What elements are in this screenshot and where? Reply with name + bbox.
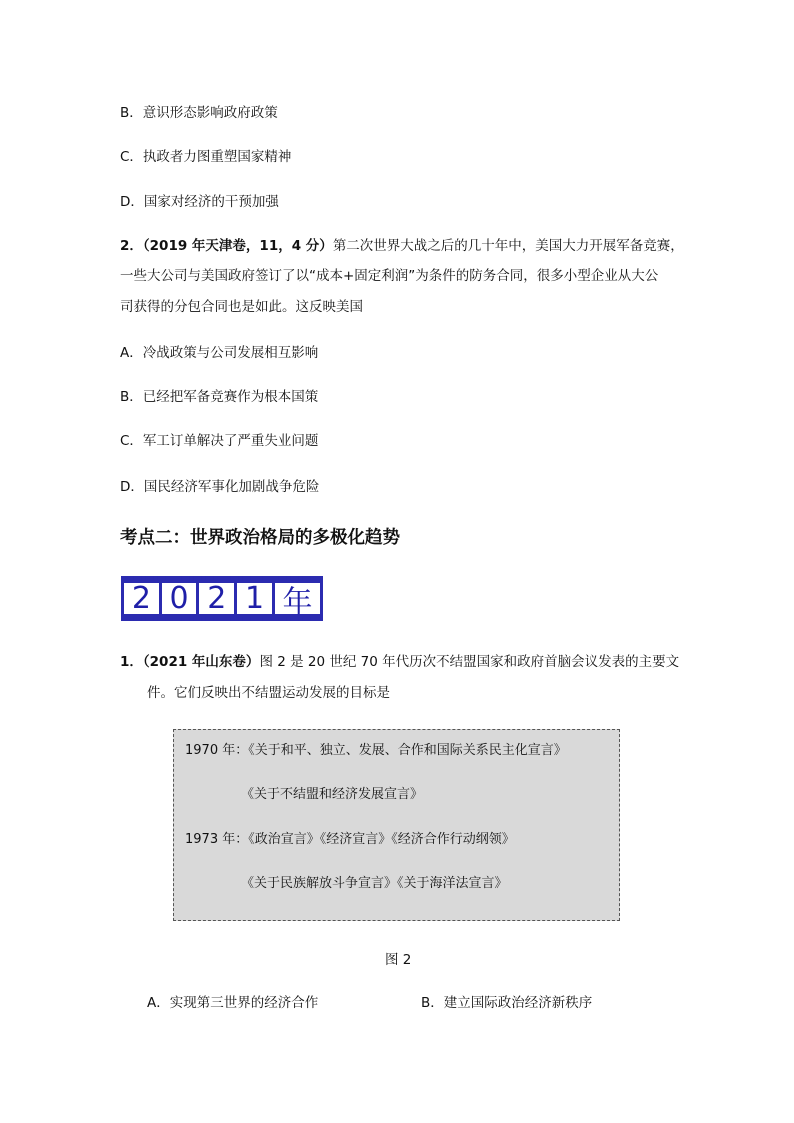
year-digit: 1 [237, 583, 272, 614]
question-1-text: 图 2 是 20 世纪 70 年代历次不结盟国家和政府首脑会议发表的主要文 [259, 654, 680, 670]
option-c-prev: C．执政者力图重塑国家精神 [120, 149, 292, 165]
question-2-number: 2． [120, 238, 143, 254]
question-2-text: 第二次世界大战之后的几十年中，美国大力开展军备竞赛， [332, 238, 684, 254]
option-d-prev: D．国家对经济的干预加强 [120, 194, 279, 210]
question-1-option-a: A．实现第三世界的经济合作 [147, 995, 319, 1011]
option-b-prev: B．意识形态影响政府政策 [120, 105, 278, 121]
question-1-stem-line2: 件。它们反映出不结盟运动发展的目标是 [147, 685, 390, 701]
question-2-stem-line3: 司获得的分包合同也是如此。这反映美国 [120, 299, 363, 315]
question-1-source: （2021 年山东卷） [142, 654, 260, 670]
question-1-option-b: B．建立国际政治经济新秩序 [421, 995, 593, 1011]
year-banner [121, 576, 323, 621]
year-digit: 2 [199, 583, 234, 614]
question-2-source: （2019 年天津卷，11，4 分） [142, 238, 333, 254]
question-2-option-b: B．已经把军备竞赛作为根本国策 [120, 389, 319, 405]
figure-caption: 图 2 [385, 952, 412, 968]
question-2-option-d: D．国民经济军事化加剧战争危险 [120, 479, 320, 495]
question-2-stem-line2: 一些大公司与美国政府签订了以“成本+固定利润”为条件的防务合同，很多小型企业从大公 [120, 268, 659, 284]
question-1-number: 1． [120, 654, 143, 670]
box-line-1973: 1973 年：《政治宣言》《经济宣言》《经济合作行动纲领》 [185, 832, 515, 847]
box-line-1970-cont: 《关于不结盟和经济发展宣言》 [241, 787, 424, 802]
document-list-box [173, 729, 620, 921]
question-2-stem-line1 [120, 236, 684, 256]
year-char: 年 [275, 583, 320, 614]
section-heading: 考点二：世界政治格局的多极化趋势 [120, 528, 400, 548]
box-line-1973-cont: 《关于民族解放斗争宣言》《关于海洋法宣言》 [241, 876, 508, 891]
question-2-option-c: C．军工订单解决了严重失业问题 [120, 433, 319, 449]
year-digit: 0 [162, 583, 197, 614]
year-digit: 2 [124, 583, 159, 614]
question-2-option-a: A．冷战政策与公司发展相互影响 [120, 345, 319, 361]
question-1-stem-line1 [120, 652, 679, 672]
box-line-1970: 1970 年：《关于和平、独立、发展、合作和国际关系民主化宣言》 [185, 743, 567, 758]
